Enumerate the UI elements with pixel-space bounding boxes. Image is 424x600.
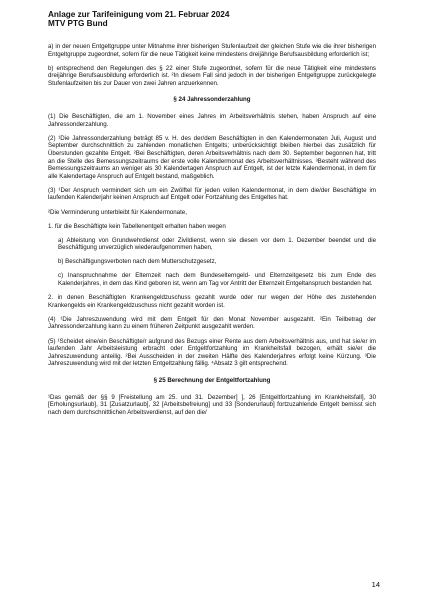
paragraph: b) Beschäftigungsverboten nach dem Mutterschutzgesetz, bbox=[58, 258, 217, 266]
header-title: Anlage zur Tarifeinigung vom 21. Februar 2024 bbox=[48, 10, 230, 19]
paragraph: (3) ¹Der Anspruch vermindert sich um ein Zwölftel für jeden vollen Kalendermonat, in dem die/der Beschäftigte im laufenden Kalenderjahr keinen Anspruch auf Entgelt oder Fortzahlung des Entgeltes hat. bbox=[48, 186, 376, 202]
paragraph: b) entsprechend den Regelungen des § 22 einer Stufe zugeordnet, sofern für die neue Tätigkeit eine mindestens dreijährige Berufsausbildung erforderlich ist. ²In diesem Fall sind jedoch in der bisherigen Entgeltgruppe zurückgelegte Stufenlaufzeiten bis zur Dauer von zwei Jahren anzuerkennen. bbox=[48, 64, 376, 87]
paragraph: c) Inanspruchnahme der Elternzeit nach dem Bundeselterngeld- und Elternzeitgesetz bis zum Ende des Kalenderjahres, in dem das Kind geboren ist, wenn am Tag vor Antritt der Elternzeit Entgeltanspruch bestanden hat. bbox=[58, 272, 376, 288]
paragraph: a) in der neuen Entgeltgruppe unter Mitnahme ihrer bisherigen Stufenlaufzeit der gleichen Stufe wie die ihrer bisherigen Entgeltgruppe zugeordnet, sofern für die neue Tätigkeit keine mindestens dreijährige Berufsausbildung erforderlich ist; bbox=[48, 43, 376, 58]
paragraph: ²Die Verminderung unterbleibt für Kalendermonate, bbox=[48, 208, 187, 216]
paragraph: (4) ¹Die Jahreszuwendung wird mit dem Entgelt für den Monat November ausgezahlt. ²Ein Teilbetrag der Jahressonderzahlung kann zu einem früheren Zeitpunkt ausgezahlt werden. bbox=[48, 315, 376, 331]
paragraph: ¹Das gemäß der §§ 9 [Freistellung am 25. und 31. Dezember] ], 26 [Entgeltfortzahlung im Krankheitsfall], 30 [Erholungsurlaub], 31 [Zusatzurlaub], 32 [Arbeitsbefreiung] und 33 [Sonderurlaub] fortzuzahlende Entgelt bemisst sich nach dem durchschnittlichen Arbeitsverdienst, auf den die/ bbox=[48, 393, 376, 416]
paragraph: 2. in denen Beschäftigten Krankengeldzuschuss gezahlt wurde oder nur wegen der Höhe des zustehenden Krankengelds ein Krankengeldzuschuss nicht gezahlt worden ist. bbox=[48, 294, 376, 309]
paragraph: (1) Die Beschäftigten, die am 1. November eines Jahres im Arbeitsverhältnis stehen, haben Anspruch auf eine Jahressonderzahlung. bbox=[48, 113, 376, 128]
document-body bbox=[48, 43, 376, 423]
section-heading: § 25 Berechnung der Entgeltfortzahlung bbox=[153, 376, 271, 384]
paragraph: (2) ¹Die Jahressonderzahlung beträgt 85 v. H. des der/dem Beschäftigten in den Kalendermonaten Juli, August und September durchschnittlich zu zahlenden monatlichen Entgelts; unberücksichtigt bleiben hierbei das zusätzlich für Überstunden gezahlte Entgelt. ²Bei Beschäftigten, deren Arbeitsverhältnis nach dem 30. September begonnen hat, tritt an die Stelle des Bemessungszeitraums der erste volle Kalendermonat des Arbeitsverhältnisses. ³Besteht während des Bemessungszeitraums an weniger als 30 Kalendertagen Anspruch auf Entgelt, ist der letzte Kalendermonat, in dem für alle Kalendertage Anspruch auf Entgelt bestand, maßgeblich. bbox=[48, 134, 376, 180]
section-heading: § 24 Jahressonderzahlung bbox=[173, 96, 251, 104]
header-subtitle: MTV PTG Bund bbox=[48, 19, 108, 29]
page-header bbox=[48, 10, 388, 29]
paragraph: (5) ¹Scheidet eine/ein Beschäftigte/r aufgrund des Bezugs einer Rente aus dem Arbeitsverhältnis aus, und hat sie/er im laufenden Jahr Arbeitsleistung erbracht oder Entgeltfortzahlung im Krankheitsfall bezogen, erhält sie/er die Jahreszuwendung anteilig. ²Bei Ausscheiden in der zweiten Hälfte des Kalenderjahres erfolgt keine Kürzung. ³Die Jahreszuwendung wird mit der letzten Entgeltzahlung fällig. ⁴Absatz 3 gilt entsprechend. bbox=[48, 337, 376, 368]
paragraph: 1. für die Beschäftigte kein Tabellenentgelt erhalten haben wegen bbox=[48, 222, 226, 230]
paragraph: a) Ableistung von Grundwehrdienst oder Zivildienst, wenn sie diesen vor dem 1. Dezember beendet und die Beschäftigung unverzüglich wiederaufgenommen haben, bbox=[58, 236, 376, 252]
page-number: 14 bbox=[371, 580, 380, 589]
